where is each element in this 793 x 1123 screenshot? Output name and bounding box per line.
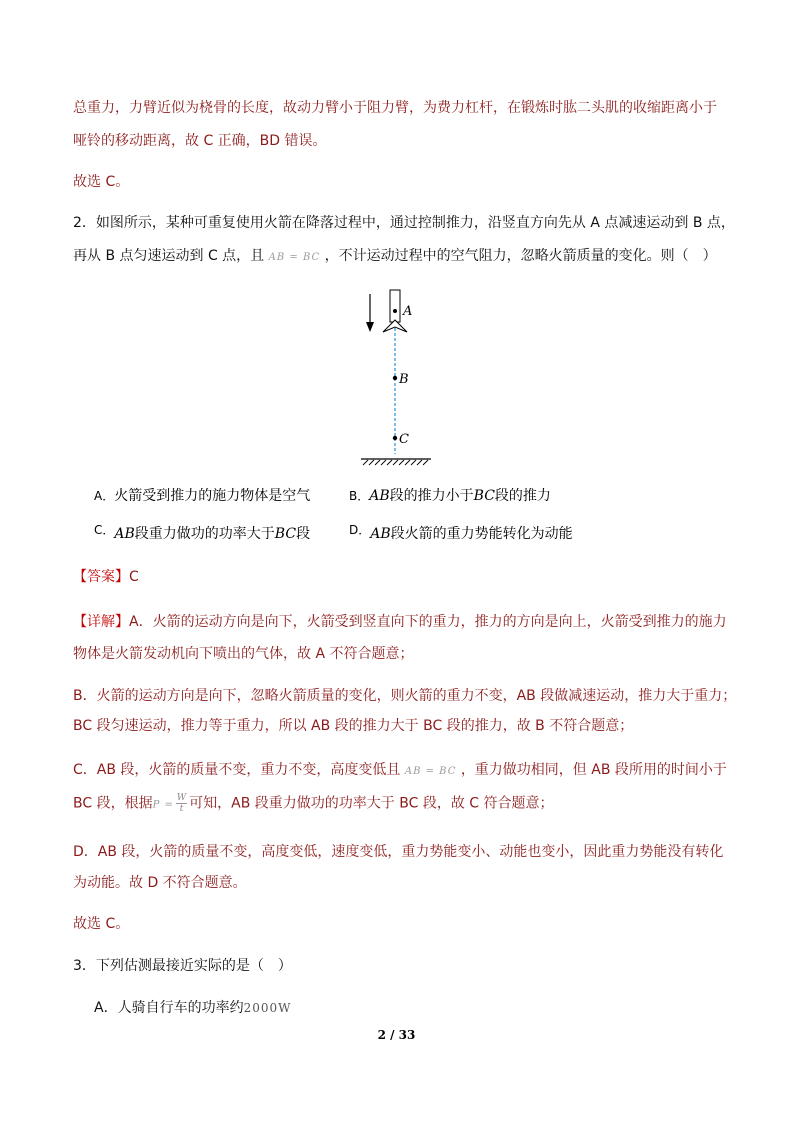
q2-conclusion: 故选 C。 xyxy=(73,916,130,932)
detail-c-text-b: ，重力做功相同，但 AB 段所用的时间小于 xyxy=(460,762,727,778)
detail-a-text-1: A．火箭的运动方向是向下，火箭受到竖直向下的重力，推力的方向是向上，火箭受到推力的施力 xyxy=(129,614,727,630)
q3-option-a[interactable] xyxy=(94,998,291,1018)
page-number: 2 / 33 xyxy=(377,1028,416,1042)
q2-stem-text-b: ，不计运动过程中的空气阻力，忽略火箭质量的变化。则（ ） xyxy=(324,248,717,264)
prev-conclusion: 故选 C。 xyxy=(73,174,130,190)
label-c: C xyxy=(399,432,409,447)
q2-detail-b-line-1: B．火箭的运动方向是向下，忽略火箭质量的变化，则火箭的重力不变，AB 段做减速运动，推力大于重力； xyxy=(73,688,737,704)
q2-option-b[interactable] xyxy=(349,486,551,506)
q2-option-c-key: C． xyxy=(94,523,115,537)
prev-explanation-line-2: 哑铃的移动距离，故 C 正确，BD 错误。 xyxy=(73,133,327,149)
q2-option-c[interactable] xyxy=(94,524,310,544)
q2-option-c-ab: AB xyxy=(114,526,135,542)
label-b: B xyxy=(399,372,409,387)
point-b xyxy=(393,376,397,380)
fraction-numerator: W xyxy=(176,793,187,803)
q2-option-b-key: B． xyxy=(349,489,370,503)
q3-option-a-text: A．人骑自行车的功率约 xyxy=(94,1000,244,1016)
q2-detail-c-line-2 xyxy=(73,793,554,816)
q2-option-b-bc: BC xyxy=(473,488,495,504)
detail-tag: 【详解】 xyxy=(73,614,129,630)
power-formula-p: P = xyxy=(152,799,174,811)
q2-option-c-text-4: 段 xyxy=(296,526,311,542)
detail-c2-text-b: 可知，AB 段重力做功的功率大于 BC 段，故 C 符合题意； xyxy=(189,795,554,812)
q2-option-b-text-2: 段的推力小于 xyxy=(389,488,474,504)
q2-answer xyxy=(73,567,139,587)
q2-option-d-text-2: 段火箭的重力势能转化为动能 xyxy=(390,526,573,542)
detail-c-formula: AB = BC xyxy=(404,766,457,777)
detail-c2-text-a: BC 段，根据 xyxy=(73,795,153,812)
q2-detail-a-line-1 xyxy=(73,612,727,632)
ground-hatching xyxy=(363,460,428,465)
q2-option-d-ab: AB xyxy=(370,526,391,542)
answer-tag: 【答案】 xyxy=(73,569,129,585)
prev-explanation-line-1: 总重力，力臂近似为桡骨的长度，故动力臂小于阻力臂，为费力杠杆，在锻炼时肱二头肌的收缩距离小于 xyxy=(73,100,717,116)
q3-stem: 3．下列估测最接近实际的是（ ） xyxy=(73,958,292,974)
q2-option-b-text-4: 段的推力 xyxy=(494,488,551,504)
q2-detail-d-line-1: D．AB 段，火箭的质量不变，高度变低，速度变低，重力势能变小、动能也变小，因此重力势能没有转化 xyxy=(73,844,724,860)
rocket-body xyxy=(390,290,400,322)
q2-detail-a-line-2: 物体是火箭发动机向下喷出的气体，故 A 不符合题意； xyxy=(73,646,414,662)
label-a: A xyxy=(403,304,413,319)
q2-option-d[interactable] xyxy=(349,524,573,544)
answer-value: C xyxy=(129,569,139,585)
power-formula-fraction xyxy=(176,793,187,814)
q2-stem-line-2 xyxy=(73,246,717,268)
q2-option-a-key: A． xyxy=(94,489,115,503)
point-c xyxy=(393,436,397,440)
detail-c-text-a: C．AB 段，火箭的质量不变，重力不变，高度变低且 xyxy=(73,762,401,778)
q2-stem-line-1: 2．如图所示，某种可重复使用火箭在降落过程中，通过控制推力，沿竖直方向先从 A 点减速运动到 B 点， xyxy=(73,215,735,231)
q2-stem-text-a: 再从 B 点匀速运动到 C 点，且 xyxy=(73,248,265,264)
q2-option-c-text-2: 段重力做功的功率大于 xyxy=(134,526,275,542)
q2-option-a[interactable] xyxy=(94,486,310,506)
q2-option-a-text: 火箭受到推力的施力物体是空气 xyxy=(114,488,311,504)
point-a xyxy=(393,309,397,313)
rocket-figure xyxy=(355,284,445,466)
q3-option-a-value: 2000W xyxy=(243,1001,292,1015)
q2-detail-b-line-2: BC 段匀速运动，推力等于重力，所以 AB 段的推力大于 BC 段的推力，故 B 不符合题意； xyxy=(73,718,634,734)
q2-detail-d-line-2: 为动能。故 D 不符合题意。 xyxy=(73,875,247,891)
q2-option-c-bc: BC xyxy=(274,526,297,542)
motion-arrow-head xyxy=(366,322,374,332)
q2-option-b-ab: AB xyxy=(369,488,390,504)
q2-detail-c-line-1 xyxy=(73,760,727,782)
q2-option-d-key: D． xyxy=(349,523,371,537)
q2-stem-formula: AB = BC xyxy=(268,252,321,263)
fraction-denominator: t xyxy=(179,804,184,814)
